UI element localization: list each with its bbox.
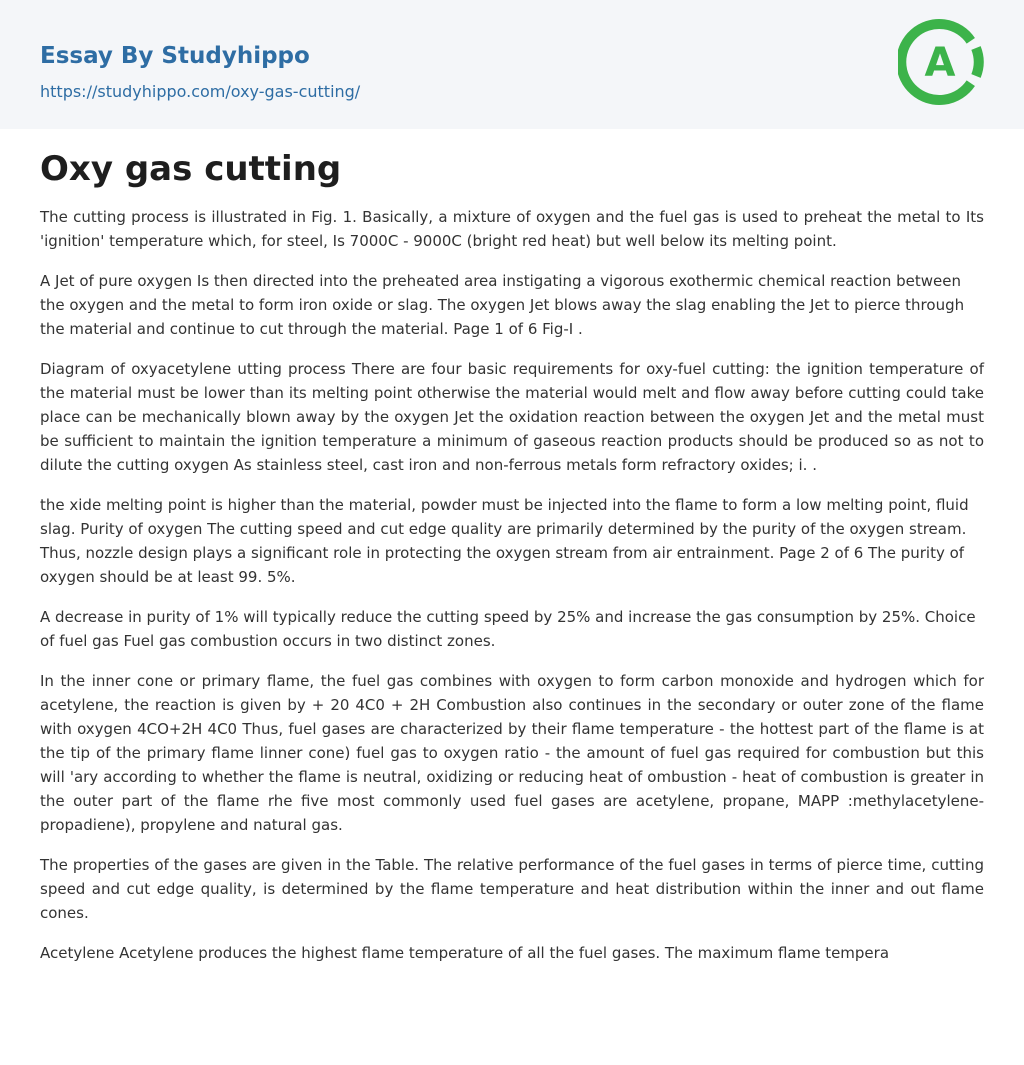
article-body (0, 149, 1024, 965)
brand-name: Essay By Studyhippo (40, 43, 310, 69)
site-header (0, 0, 1024, 129)
logo-letter: A (924, 40, 956, 86)
paragraph-7: The properties of the gases are given in the Table. The relative performance of the fuel gases in terms of pierce time, cutting speed and cut edge quality, is determined by the flame temperature and heat distribution within the inner and out flame cones. (40, 856, 984, 922)
paragraph-5: A decrease in purity of 1% will typically reduce the cutting speed by 25% and increase the gas consumption by 25%. Choice of fuel gas Fuel gas combustion occurs in two distinct zones. (40, 608, 976, 650)
paragraph-8: Acetylene Acetylene produces the highest flame temperature of all the fuel gases. The maximum flame tempera (40, 944, 890, 962)
logo-ring-right (976, 48, 979, 76)
paragraph-6: In the inner cone or primary flame, the fuel gas combines with oxygen to form carbon monoxide and hydrogen which for acetylene, the reaction is given by + 20 4C0 + 2H Combustion also continues in the secondary or outer zone of the flame with oxygen 4CO+2H 4C0 Thus, fuel gases are characterized by their flame temperature - the hottest part of the flame is at the tip of the primary flame linner cone) fuel gas to oxygen ratio - the amount of fuel gas required for combustion but this will 'ary according to whether the flame is neutral, oxidizing or reducing heat of ombustion - heat of combustion is greater in the outer part of the flame rhe five most commonly used fuel gases are acetylene, propane, MAPP :methylacetylene-propadiene), propylene and natural gas. (40, 672, 984, 834)
studyhippo-logo-icon (898, 18, 986, 106)
essay-url-link[interactable]: https://studyhippo.com/oxy-gas-cutting/ (40, 82, 361, 101)
paragraph-4: the xide melting point is higher than the material, powder must be injected into the flame to form a low melting point, fluid slag. Purity of oxygen The cutting speed and cut edge quality are primarily determined by the purity of the oxygen stream. Thus, nozzle design plays a significant role in protecting the oxygen stream from air entrainment. Page 2 of 6 The purity of oxygen should be at least 99. 5%. (40, 496, 969, 586)
paragraph-1: The cutting process is illustrated in Fig. 1. Basically, a mixture of oxygen and the fuel gas is used to preheat the metal to Its 'ignition' temperature which, for steel, Is 7000C - 9000C (bright red heat) but well below its melting point. (40, 208, 984, 250)
paragraph-2: A Jet of pure oxygen Is then directed into the preheated area instigating a vigorous exothermic chemical reaction between the oxygen and the metal to form iron oxide or slag. The oxygen Jet blows away the slag enabling the Jet to pierce through the material and continue to cut through the material. Page 1 of 6 Fig-I . (40, 272, 965, 338)
page-title: Oxy gas cutting (40, 149, 342, 189)
paragraph-3: Diagram of oxyacetylene utting process There are four basic requirements for oxy-fuel cutting: the ignition temperature of the material must be lower than its melting point otherwise the material would melt and flow away before cutting could take place can be mechanically blown away by the oxygen Jet the oxidation reaction between the oxygen Jet and the metal must be sufficient to maintain the ignition temperature a minimum of gaseous reaction products should be produced so as not to dilute the cutting oxygen As stainless steel, cast iron and non-ferrous metals form refractory oxides; i. . (40, 360, 984, 474)
